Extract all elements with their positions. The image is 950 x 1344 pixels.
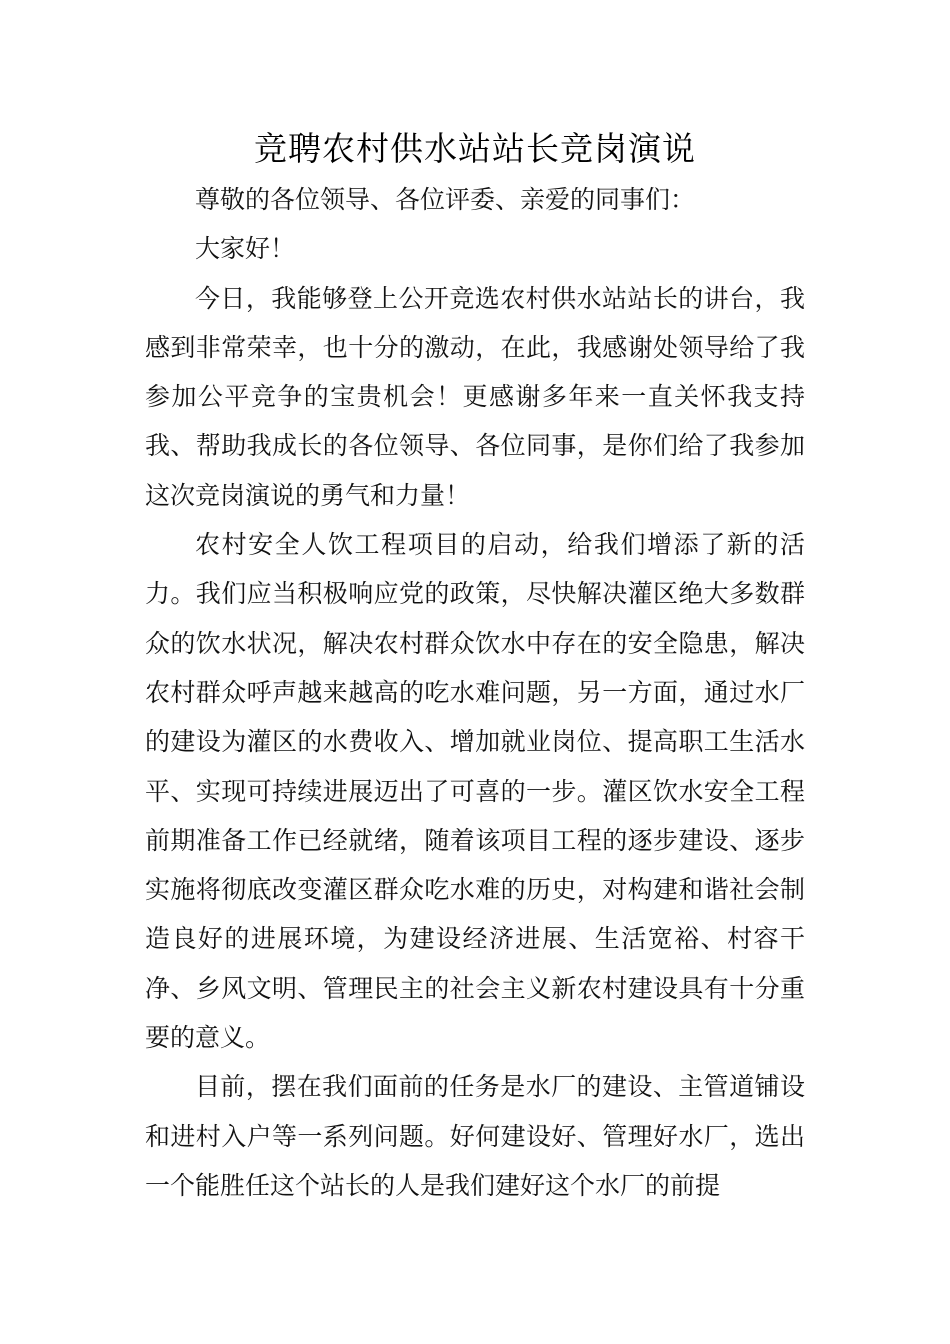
greeting-paragraph: 大家好！ (195, 234, 296, 264)
document-body (145, 175, 805, 1210)
body-paragraph: 今日，我能够登上公开竞选农村供水站站长的讲台，我感到非常荣幸，也十分的激动，在此，我感谢处领导给了我参加公平竞争的宝贵机会！更感谢多年来一直关怀我支持我、帮助我成长的各位领导、各位同事，是你们给了我参加这次竞岗演说的勇气和力量！ (145, 283, 805, 510)
salutation-paragraph: 尊敬的各位领导、各位评委、亲爱的同事们： (195, 185, 696, 214)
body-paragraph: 目前，摆在我们面前的任务是水厂的建设、主管道铺设和进村入户等一系列问题。好何建设好、管理好水厂，选出一个能胜任这个站长的人是我们建好这个水厂的前提 (145, 1072, 805, 1200)
body-paragraph: 农村安全人饮工程项目的启动，给我们增添了新的活力。我们应当积极响应党的政策，尽快解决灌区绝大多数群众的饮水状况，解决农村群众饮水中存在的安全隐患，解决农村群众呼声越来越高的吃水难问题，另一方面，通过水厂的建设为灌区的水费收入、增加就业岗位、提高职工生活水平、实现可持续进展迈出了可喜的一步。灌区饮水安全工程前期准备工作已经就绪，随着该项目工程的逐步建设、逐步实施将彻底改变灌区群众吃水难的历史，对构建和谐社会制造良好的进展环境，为建设经济进展、生活宽裕、村容干净、乡风文明、管理民主的社会主义新农村建设具有十分重要的意义。 (145, 530, 805, 1053)
document-title: 竞聘农村供水站站长竞岗演说 (254, 129, 696, 168)
